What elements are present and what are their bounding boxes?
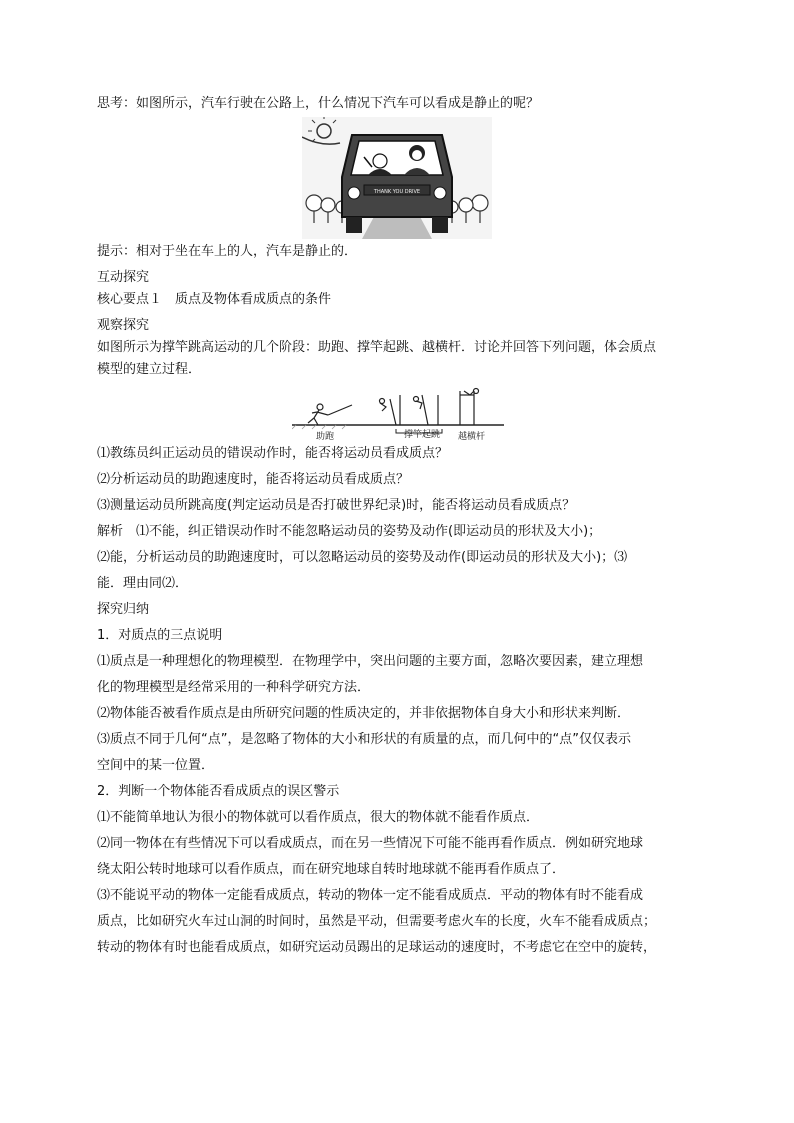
warning-3-line-3: 转动的物体有时也能看成质点，如研究运动员踢出的足球运动的速度时，不考虑它在空中的旋转，	[97, 940, 657, 955]
warning-2-line-2: 绕太阳公转时地球可以看作质点，而在研究地球自转时地球就不能再看作质点了．	[97, 862, 566, 877]
analysis-line-2: ⑵能，分析运动员的助跑速度时，可以忽略运动员的姿势及动作(即运动员的形状及大小)；⑶	[97, 550, 628, 565]
question-3: ⑶测量运动员所跳高度(判定运动员是否打破世界纪录)时，能否将运动员看成质点？	[97, 498, 576, 513]
label-run: 助跑	[316, 432, 335, 441]
document-page	[97, 93, 702, 959]
core-point-heading: 核心要点１ 质点及物体看成质点的条件	[97, 292, 332, 307]
point-1-line-2: 化的物理模型是经常采用的一种科学研究方法．	[97, 680, 371, 695]
observe-heading: 观察探究	[97, 318, 150, 333]
hint-text: 提示：相对于坐在车上的人，汽车是静止的．	[97, 244, 358, 259]
intro-line-2: 模型的建立过程．	[97, 362, 202, 377]
car-illustration	[302, 117, 492, 239]
think-question: 思考：如图所示，汽车行驶在公路上，什么情况下汽车可以看成是静止的呢？	[97, 96, 540, 111]
point-3-line-2: 空间中的某一位置．	[97, 758, 215, 773]
heading-1: 1．对质点的三点说明	[97, 628, 223, 643]
point-1-line-1: ⑴质点是一种理想化的物理模型．在物理学中，突出问题的主要方面，忽略次要因素，建立理想	[97, 654, 644, 669]
warning-2-line-1: ⑵同一物体在有些情况下可以看成质点，而在另一些情况下可能不能再看作质点．例如研究地球	[97, 836, 644, 851]
warning-3-line-1: ⑶不能说平动的物体一定能看成质点，转动的物体一定不能看成质点．平动的物体有时不能看成	[97, 888, 644, 903]
analysis-line-3: 能．理由同⑵．	[97, 576, 189, 591]
intro-line-1: 如图所示为撑竿跳高运动的几个阶段：助跑、撑竿起跳、越横杆．讨论并回答下列问题，体会质点	[97, 340, 657, 355]
question-2: ⑵分析运动员的助跑速度时，能否将运动员看成质点？	[97, 472, 410, 487]
analysis-line-1: 解析 ⑴不能，纠正错误动作时不能忽略运动员的姿势及动作(即运动员的形状及大小)；	[97, 524, 602, 539]
summary-heading: 探究归纳	[97, 602, 150, 617]
label-jump: 撑竿起跳	[404, 430, 441, 440]
label-bar: 越横杆	[458, 432, 486, 441]
warning-1: ⑴不能简单地认为很小的物体就可以看作质点，很大的物体就不能看作质点．	[97, 810, 540, 825]
runner-icon	[308, 404, 352, 425]
pole-vault-illustration	[292, 385, 504, 441]
heading-2: 2．判断一个物体能否看成质点的误区警示	[97, 784, 340, 799]
point-2: ⑵物体能否被看作质点是由所研究问题的性质决定的，并非依据物体自身大小和形状来判断．	[97, 706, 631, 721]
section-interactive: 互动探究	[97, 270, 150, 285]
warning-3-line-2: 质点，比如研究火车过山洞的时间时，虽然是平动，但需要考虑火车的长度，火车不能看成质点；	[97, 914, 657, 929]
point-3-line-1: ⑶质点不同于几何“点”，是忽略了物体的大小和形状的有质量的点，而几何中的“点”仅仅表示	[97, 732, 631, 747]
vaulter-icon	[380, 389, 479, 426]
question-1: ⑴教练员纠正运动员的错误动作时，能否将运动员看成质点？	[97, 446, 449, 461]
car-plate: THANK YOU DRIVE	[373, 189, 421, 195]
